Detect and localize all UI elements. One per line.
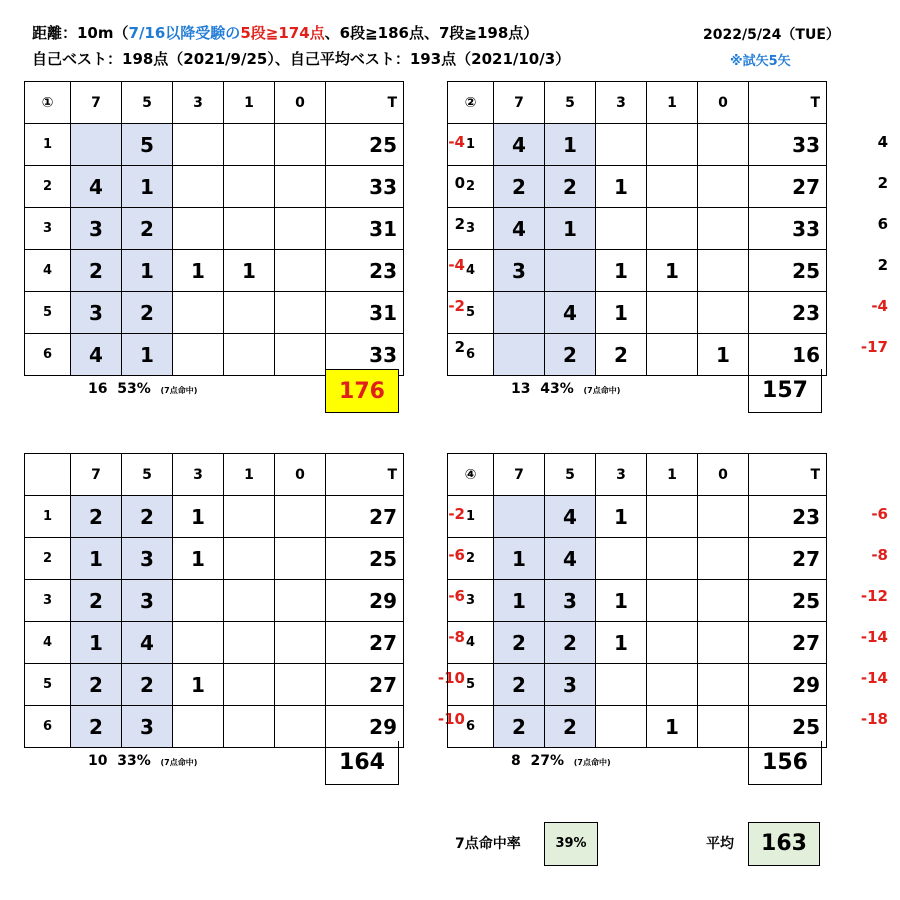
count-cell-7: 4 bbox=[494, 124, 545, 166]
count-cell-3 bbox=[596, 124, 647, 166]
end-number: 6 bbox=[448, 706, 494, 748]
end-number: 1 bbox=[25, 124, 71, 166]
table-header-row bbox=[25, 454, 404, 496]
count-cell-5: 2 bbox=[122, 496, 173, 538]
hit-count: 13 bbox=[511, 381, 531, 397]
column-header-1: 1 bbox=[224, 82, 275, 124]
difference-value: -10 bbox=[437, 669, 465, 687]
count-cell-1 bbox=[647, 334, 698, 376]
count-cell-7: 3 bbox=[71, 208, 122, 250]
table-row bbox=[25, 496, 404, 538]
table-row bbox=[448, 208, 827, 250]
end-number: 5 bbox=[25, 292, 71, 334]
count-cell-0: 1 bbox=[698, 334, 749, 376]
count-cell-1 bbox=[224, 496, 275, 538]
table-row bbox=[448, 664, 827, 706]
hit-rate-note: (7点命中) bbox=[573, 758, 611, 767]
table-row bbox=[25, 580, 404, 622]
count-cell-3 bbox=[596, 208, 647, 250]
column-header-5: 5 bbox=[545, 82, 596, 124]
difference-value: 2 bbox=[454, 215, 465, 233]
hit-count: 8 bbox=[511, 753, 521, 769]
column-header-3: 3 bbox=[596, 82, 647, 124]
end-total: 31 bbox=[326, 292, 404, 334]
difference-value: -4 bbox=[448, 256, 465, 274]
count-cell-0 bbox=[698, 496, 749, 538]
hit-stats bbox=[88, 381, 197, 397]
count-cell-1 bbox=[224, 334, 275, 376]
end-number: 1 bbox=[25, 496, 71, 538]
column-header-7: 7 bbox=[494, 454, 545, 496]
column-header-0: 0 bbox=[275, 454, 326, 496]
difference-value: -8 bbox=[448, 628, 465, 646]
column-header-3: 3 bbox=[596, 454, 647, 496]
count-cell-5: 3 bbox=[122, 580, 173, 622]
end-total: 31 bbox=[326, 208, 404, 250]
count-cell-1 bbox=[224, 166, 275, 208]
count-cell-1 bbox=[647, 538, 698, 580]
hit-rate-value: 39% bbox=[544, 822, 598, 866]
table-row bbox=[448, 622, 827, 664]
end-total: 25 bbox=[326, 124, 404, 166]
column-header-0: 0 bbox=[275, 82, 326, 124]
hit-rate: 27% bbox=[530, 753, 565, 769]
count-cell-7: 2 bbox=[494, 166, 545, 208]
end-number: 3 bbox=[25, 208, 71, 250]
grade-thresholds-rest: 、6段≧186点、7段≧198点） bbox=[324, 24, 539, 42]
end-total: 33 bbox=[326, 334, 404, 376]
column-header-T: T bbox=[326, 454, 404, 496]
count-cell-5: 2 bbox=[545, 706, 596, 748]
table-row bbox=[25, 538, 404, 580]
count-cell-0 bbox=[698, 538, 749, 580]
count-cell-5: 2 bbox=[545, 622, 596, 664]
end-number: 3 bbox=[25, 580, 71, 622]
count-cell-7: 1 bbox=[71, 538, 122, 580]
end-total: 33 bbox=[749, 124, 827, 166]
difference-value: 4 bbox=[877, 133, 888, 151]
difference-value: -6 bbox=[448, 587, 465, 605]
count-cell-0 bbox=[698, 622, 749, 664]
count-cell-1 bbox=[647, 208, 698, 250]
distance-line bbox=[32, 22, 538, 43]
average-value: 163 bbox=[748, 822, 820, 866]
count-cell-5: 1 bbox=[545, 124, 596, 166]
end-total: 25 bbox=[749, 580, 827, 622]
end-number: 5 bbox=[448, 664, 494, 706]
count-cell-3: 1 bbox=[596, 496, 647, 538]
hit-rate-note: (7点命中) bbox=[583, 386, 621, 395]
count-cell-1 bbox=[224, 580, 275, 622]
count-cell-5: 2 bbox=[122, 292, 173, 334]
count-cell-5: 4 bbox=[545, 496, 596, 538]
count-cell-0 bbox=[698, 166, 749, 208]
column-header-T: T bbox=[749, 82, 827, 124]
end-number: 6 bbox=[25, 334, 71, 376]
difference-value: -18 bbox=[860, 710, 888, 728]
count-cell-1: 1 bbox=[647, 250, 698, 292]
round-label bbox=[25, 454, 71, 496]
distance-prefix: 距離：10m（ bbox=[32, 24, 129, 42]
count-cell-0 bbox=[275, 208, 326, 250]
count-cell-3: 1 bbox=[173, 538, 224, 580]
count-cell-1 bbox=[224, 622, 275, 664]
hit-rate-note: (7点命中) bbox=[160, 758, 198, 767]
hit-rate: 53% bbox=[117, 381, 151, 397]
count-cell-1 bbox=[647, 580, 698, 622]
count-cell-7: 3 bbox=[494, 250, 545, 292]
count-cell-7: 4 bbox=[71, 334, 122, 376]
table-row bbox=[25, 208, 404, 250]
count-cell-3: 1 bbox=[173, 250, 224, 292]
count-cell-1: 1 bbox=[647, 706, 698, 748]
column-header-3: 3 bbox=[173, 454, 224, 496]
exam-date-note: 7/16以降受験の bbox=[128, 24, 241, 42]
count-cell-5: 5 bbox=[122, 124, 173, 166]
table-row bbox=[25, 250, 404, 292]
count-cell-7 bbox=[494, 334, 545, 376]
end-number: 5 bbox=[448, 292, 494, 334]
end-total: 29 bbox=[326, 580, 404, 622]
count-cell-5: 1 bbox=[122, 334, 173, 376]
hit-stats bbox=[511, 381, 620, 397]
difference-value: -6 bbox=[871, 505, 888, 523]
count-cell-0 bbox=[698, 292, 749, 334]
count-cell-7: 1 bbox=[494, 580, 545, 622]
score-table-4 bbox=[447, 453, 827, 748]
count-cell-1 bbox=[224, 208, 275, 250]
count-cell-3 bbox=[173, 580, 224, 622]
hit-count: 16 bbox=[88, 381, 108, 397]
set-total: 157 bbox=[748, 369, 822, 413]
round-label: ④ bbox=[448, 454, 494, 496]
count-cell-7: 2 bbox=[71, 496, 122, 538]
practice-arrows-note: ※試矢5矢 bbox=[730, 54, 791, 69]
difference-value: 2 bbox=[877, 256, 888, 274]
end-number: 2 bbox=[25, 538, 71, 580]
count-cell-3 bbox=[173, 166, 224, 208]
count-cell-0 bbox=[698, 208, 749, 250]
count-cell-5 bbox=[545, 250, 596, 292]
count-cell-0 bbox=[698, 124, 749, 166]
average-label: 平均 bbox=[706, 836, 734, 852]
difference-value: -4 bbox=[448, 133, 465, 151]
column-header-7: 7 bbox=[71, 454, 122, 496]
difference-value: -12 bbox=[860, 587, 888, 605]
count-cell-3 bbox=[173, 292, 224, 334]
count-cell-5: 1 bbox=[122, 250, 173, 292]
count-cell-1 bbox=[224, 538, 275, 580]
set-total: 176 bbox=[325, 369, 399, 413]
round-label: ② bbox=[448, 82, 494, 124]
table-row bbox=[448, 250, 827, 292]
end-number: 2 bbox=[448, 166, 494, 208]
count-cell-3: 1 bbox=[596, 250, 647, 292]
end-total: 25 bbox=[326, 538, 404, 580]
count-cell-1 bbox=[224, 664, 275, 706]
table-row bbox=[25, 622, 404, 664]
end-total: 27 bbox=[749, 538, 827, 580]
count-cell-0 bbox=[275, 496, 326, 538]
grade5-threshold: 5段≧174点 bbox=[240, 24, 325, 42]
count-cell-7: 1 bbox=[71, 622, 122, 664]
count-cell-3: 2 bbox=[596, 334, 647, 376]
score-table-2 bbox=[447, 81, 827, 376]
end-number: 4 bbox=[448, 622, 494, 664]
end-total: 27 bbox=[326, 664, 404, 706]
personal-best-line: 自己ベスト：198点（2021/9/25）、自己平均ベスト：193点（2021/10/3） bbox=[32, 50, 571, 68]
count-cell-3 bbox=[173, 334, 224, 376]
end-total: 27 bbox=[326, 622, 404, 664]
count-cell-7: 1 bbox=[494, 538, 545, 580]
count-cell-3 bbox=[596, 538, 647, 580]
table-header-row bbox=[448, 82, 827, 124]
table-row bbox=[25, 664, 404, 706]
count-cell-0 bbox=[275, 538, 326, 580]
count-cell-1: 1 bbox=[224, 250, 275, 292]
table-row bbox=[448, 580, 827, 622]
end-total: 23 bbox=[749, 292, 827, 334]
count-cell-7: 2 bbox=[494, 706, 545, 748]
count-cell-0 bbox=[698, 250, 749, 292]
difference-value: -2 bbox=[448, 505, 465, 523]
count-cell-3: 1 bbox=[596, 166, 647, 208]
hit-stats bbox=[88, 753, 197, 769]
count-cell-1 bbox=[647, 124, 698, 166]
count-cell-5: 4 bbox=[545, 538, 596, 580]
difference-value: -6 bbox=[448, 546, 465, 564]
set-total: 164 bbox=[325, 741, 399, 785]
count-cell-0 bbox=[275, 622, 326, 664]
table-row bbox=[448, 124, 827, 166]
hit-rate-note: (7点命中) bbox=[160, 386, 198, 395]
difference-value: 6 bbox=[877, 215, 888, 233]
count-cell-7: 4 bbox=[494, 208, 545, 250]
end-number: 1 bbox=[448, 124, 494, 166]
difference-value: -4 bbox=[871, 297, 888, 315]
table-header-row bbox=[448, 454, 827, 496]
end-total: 29 bbox=[326, 706, 404, 748]
count-cell-1 bbox=[647, 292, 698, 334]
end-total: 27 bbox=[749, 166, 827, 208]
count-cell-3 bbox=[173, 706, 224, 748]
column-header-3: 3 bbox=[173, 82, 224, 124]
count-cell-1 bbox=[224, 706, 275, 748]
end-number: 6 bbox=[25, 706, 71, 748]
count-cell-7: 2 bbox=[71, 664, 122, 706]
count-cell-3: 1 bbox=[173, 496, 224, 538]
count-cell-3: 1 bbox=[596, 292, 647, 334]
count-cell-1 bbox=[647, 664, 698, 706]
end-total: 27 bbox=[326, 496, 404, 538]
count-cell-0 bbox=[275, 664, 326, 706]
end-total: 16 bbox=[749, 334, 827, 376]
table-row bbox=[25, 166, 404, 208]
count-cell-5: 1 bbox=[122, 166, 173, 208]
count-cell-5: 4 bbox=[122, 622, 173, 664]
end-total: 33 bbox=[326, 166, 404, 208]
difference-value: -14 bbox=[860, 669, 888, 687]
table-row bbox=[448, 292, 827, 334]
count-cell-1 bbox=[224, 124, 275, 166]
table-row bbox=[25, 292, 404, 334]
count-cell-1 bbox=[224, 292, 275, 334]
count-cell-1 bbox=[647, 496, 698, 538]
count-cell-7: 2 bbox=[71, 580, 122, 622]
column-header-T: T bbox=[749, 454, 827, 496]
count-cell-5: 3 bbox=[122, 706, 173, 748]
table-row bbox=[448, 496, 827, 538]
difference-value: -17 bbox=[860, 338, 888, 356]
session-date: 2022/5/24（TUE） bbox=[703, 27, 840, 43]
round-label: ① bbox=[25, 82, 71, 124]
score-table-3 bbox=[24, 453, 404, 748]
column-header-7: 7 bbox=[71, 82, 122, 124]
end-total: 27 bbox=[749, 622, 827, 664]
count-cell-3: 1 bbox=[596, 622, 647, 664]
count-cell-5: 4 bbox=[545, 292, 596, 334]
difference-value: 2 bbox=[877, 174, 888, 192]
count-cell-7 bbox=[71, 124, 122, 166]
count-cell-3 bbox=[173, 622, 224, 664]
end-number: 6 bbox=[448, 334, 494, 376]
end-total: 25 bbox=[749, 250, 827, 292]
hit-rate: 33% bbox=[117, 753, 151, 769]
end-number: 4 bbox=[25, 622, 71, 664]
count-cell-7: 4 bbox=[71, 166, 122, 208]
end-number: 3 bbox=[448, 580, 494, 622]
difference-value: 0 bbox=[454, 174, 465, 192]
end-number: 4 bbox=[448, 250, 494, 292]
count-cell-0 bbox=[275, 124, 326, 166]
count-cell-3 bbox=[596, 664, 647, 706]
column-header-0: 0 bbox=[698, 454, 749, 496]
difference-value: -8 bbox=[871, 546, 888, 564]
hit-rate-label: 7点命中率 bbox=[455, 836, 521, 852]
count-cell-0 bbox=[275, 706, 326, 748]
count-cell-0 bbox=[275, 292, 326, 334]
count-cell-5: 1 bbox=[545, 208, 596, 250]
difference-value: 2 bbox=[454, 338, 465, 356]
column-header-5: 5 bbox=[122, 82, 173, 124]
table-header-row bbox=[25, 82, 404, 124]
column-header-5: 5 bbox=[545, 454, 596, 496]
column-header-1: 1 bbox=[224, 454, 275, 496]
count-cell-3: 1 bbox=[596, 580, 647, 622]
count-cell-3 bbox=[173, 124, 224, 166]
end-number: 2 bbox=[448, 538, 494, 580]
count-cell-7: 2 bbox=[71, 706, 122, 748]
end-total: 23 bbox=[326, 250, 404, 292]
count-cell-5: 2 bbox=[122, 664, 173, 706]
count-cell-7: 3 bbox=[71, 292, 122, 334]
column-header-1: 1 bbox=[647, 82, 698, 124]
column-header-1: 1 bbox=[647, 454, 698, 496]
hit-rate: 43% bbox=[540, 381, 574, 397]
count-cell-5: 2 bbox=[545, 166, 596, 208]
count-cell-7: 2 bbox=[494, 622, 545, 664]
difference-value: -2 bbox=[448, 297, 465, 315]
count-cell-0 bbox=[698, 664, 749, 706]
hit-stats bbox=[511, 753, 611, 769]
count-cell-7 bbox=[494, 496, 545, 538]
count-cell-5: 3 bbox=[122, 538, 173, 580]
end-number: 2 bbox=[25, 166, 71, 208]
end-total: 23 bbox=[749, 496, 827, 538]
table-row bbox=[448, 166, 827, 208]
count-cell-3 bbox=[173, 208, 224, 250]
count-cell-0 bbox=[275, 580, 326, 622]
count-cell-3: 1 bbox=[173, 664, 224, 706]
count-cell-0 bbox=[698, 580, 749, 622]
column-header-0: 0 bbox=[698, 82, 749, 124]
count-cell-7: 2 bbox=[71, 250, 122, 292]
count-cell-1 bbox=[647, 166, 698, 208]
end-number: 3 bbox=[448, 208, 494, 250]
set-total: 156 bbox=[748, 741, 822, 785]
count-cell-0 bbox=[698, 706, 749, 748]
count-cell-1 bbox=[647, 622, 698, 664]
table-row bbox=[25, 124, 404, 166]
difference-value: -14 bbox=[860, 628, 888, 646]
end-number: 4 bbox=[25, 250, 71, 292]
count-cell-7 bbox=[494, 292, 545, 334]
count-cell-3 bbox=[596, 706, 647, 748]
hit-count: 10 bbox=[88, 753, 108, 769]
column-header-5: 5 bbox=[122, 454, 173, 496]
count-cell-5: 2 bbox=[122, 208, 173, 250]
count-cell-0 bbox=[275, 250, 326, 292]
end-number: 1 bbox=[448, 496, 494, 538]
end-total: 33 bbox=[749, 208, 827, 250]
count-cell-5: 3 bbox=[545, 580, 596, 622]
column-header-T: T bbox=[326, 82, 404, 124]
end-total: 25 bbox=[749, 706, 827, 748]
table-row bbox=[448, 538, 827, 580]
score-table-1 bbox=[24, 81, 404, 376]
column-header-7: 7 bbox=[494, 82, 545, 124]
difference-value: -10 bbox=[437, 710, 465, 728]
end-total: 29 bbox=[749, 664, 827, 706]
count-cell-5: 2 bbox=[545, 334, 596, 376]
count-cell-0 bbox=[275, 334, 326, 376]
count-cell-7: 2 bbox=[494, 664, 545, 706]
end-number: 5 bbox=[25, 664, 71, 706]
count-cell-5: 3 bbox=[545, 664, 596, 706]
count-cell-0 bbox=[275, 166, 326, 208]
